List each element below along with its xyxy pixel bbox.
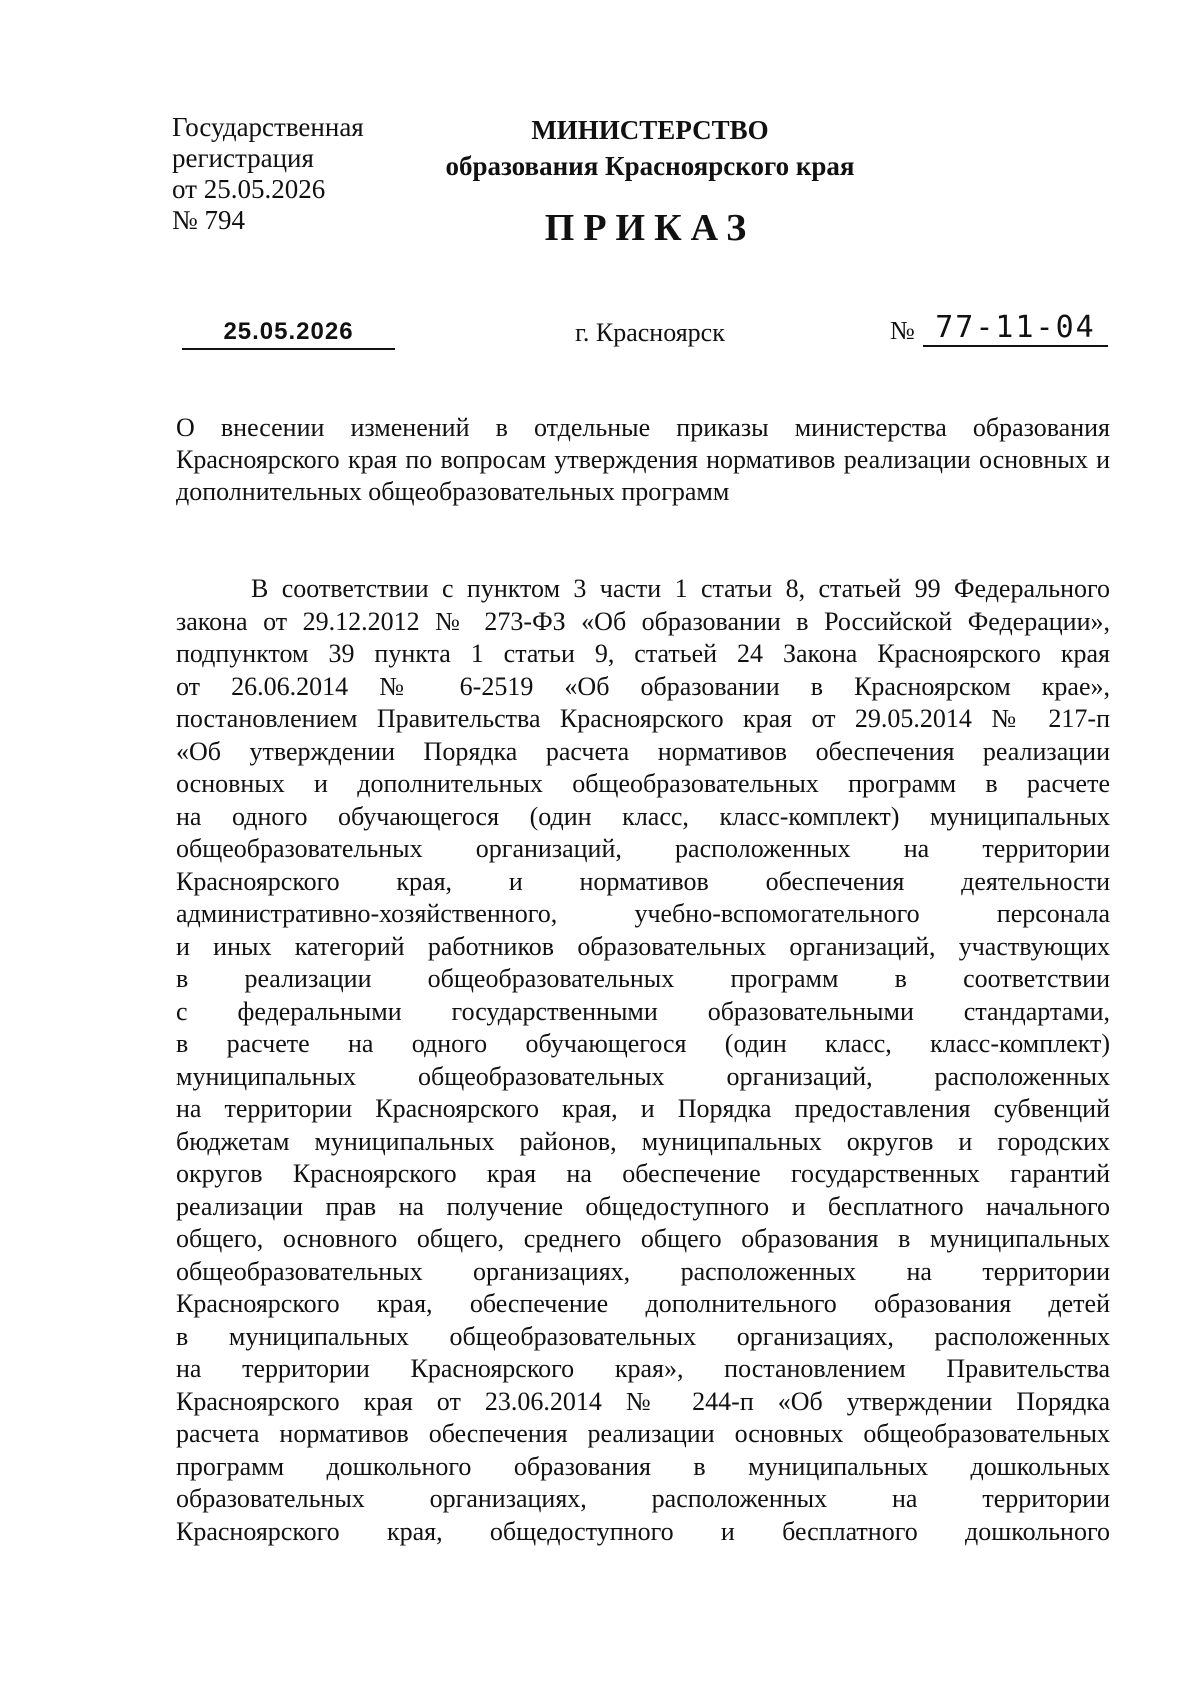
body-line: Красноярского края, обеспечение дополнительного образования детей	[176, 1289, 1110, 1318]
body-line: на одного обучающегося (один класс, класс-комплект) муниципальных	[176, 801, 1110, 831]
body-line: реализации прав на получение общедоступного и бесплатного начального	[176, 1191, 1110, 1221]
ministry-subtitle: образования Красноярского края	[445, 151, 855, 181]
body-line: от 26.06.2014 № 6-2519 «Об образовании в Красноярском крае»,	[176, 671, 1110, 701]
document-type: ПРИКАЗ	[544, 207, 756, 249]
order-number-label: №	[890, 316, 915, 345]
body-line: на территории Красноярского края», постановлением Правительства	[176, 1354, 1110, 1383]
body-line: и иных категорий работников образовательных организаций, участвующих	[176, 931, 1110, 961]
registration-block	[172, 112, 364, 236]
body-line: закона от 29.12.2012 № 273-ФЗ «Об образовании в Российской Федерации»,	[176, 606, 1110, 636]
order-subject: О внесении изменений в отдельные приказы министерства образования Красноярского края по вопросам утверждения нормативов реализации основных и дополнительных общеобразовательных программ	[176, 413, 1110, 506]
body-line: общего, основного общего, среднего общего образования в муниципальных	[176, 1224, 1110, 1253]
body-line: программ дошкольного образования в муниципальных дошкольных	[176, 1451, 1110, 1481]
body-line: расчета нормативов обеспечения реализации основных общеобразовательных	[176, 1419, 1110, 1448]
registration-line: регистрация	[172, 143, 314, 173]
ministry-header	[420, 112, 880, 184]
body-line: бюджетам муниципальных районов, муниципальных округов и городских	[176, 1126, 1110, 1156]
body-line: в муниципальных общеобразовательных организациях, расположенных	[176, 1321, 1110, 1351]
body-line: с федеральными государственными образовательными стандартами,	[176, 996, 1110, 1026]
body-line: В соответствии с пунктом 3 части 1 статьи 8, статьей 99 Федерального	[251, 574, 1110, 603]
body-line: на территории Красноярского края, и Порядка предоставления субвенций	[176, 1094, 1110, 1123]
order-number: 77-11-04	[923, 310, 1108, 347]
registration-date: от 25.05.2026	[172, 174, 326, 204]
body-line: в реализации общеобразовательных программ в соответствии	[176, 964, 1110, 993]
registration-number: № 794	[172, 205, 246, 235]
body-line: Красноярского края, и нормативов обеспечения деятельности	[176, 866, 1110, 896]
body-line: административно-хозяйственного, учебно-вспомогательного персонала	[176, 899, 1110, 928]
body-line: муниципальных общеобразовательных организаций, расположенных	[176, 1061, 1110, 1091]
body-line: основных и дополнительных общеобразовательных программ в расчете	[176, 769, 1110, 798]
body-line: общеобразовательных организаций, расположенных на территории	[176, 834, 1110, 863]
body-line: в расчете на одного обучающегося (один класс, класс-комплект)	[176, 1029, 1110, 1058]
ministry-title: МИНИСТЕРСТВО	[531, 115, 769, 145]
body-line: Красноярского края, общедоступного и бесплатного дошкольного	[176, 1516, 1110, 1546]
body-line: «Об утверждении Порядка расчета нормативов обеспечения реализации	[176, 736, 1110, 766]
order-date: 25.05.2026	[182, 318, 395, 350]
body-line: общеобразовательных организациях, расположенных на территории	[176, 1256, 1110, 1286]
body-line: постановлением Правительства Красноярского края от 29.05.2014 № 217-п	[176, 704, 1110, 733]
body-line: Красноярского края от 23.06.2014 № 244-п «Об утверждении Порядка	[176, 1386, 1110, 1416]
body-line: образовательных организациях, расположенных на территории	[176, 1484, 1110, 1513]
registration-line: Государственная	[172, 112, 364, 142]
body-line: подпунктом 39 пункта 1 статьи 9, статьей 24 Закона Красноярского края	[176, 639, 1110, 668]
city: г. Красноярск	[575, 318, 725, 347]
order-body	[176, 573, 1110, 1548]
body-line: округов Красноярского края на обеспечение государственных гарантий	[176, 1159, 1110, 1188]
